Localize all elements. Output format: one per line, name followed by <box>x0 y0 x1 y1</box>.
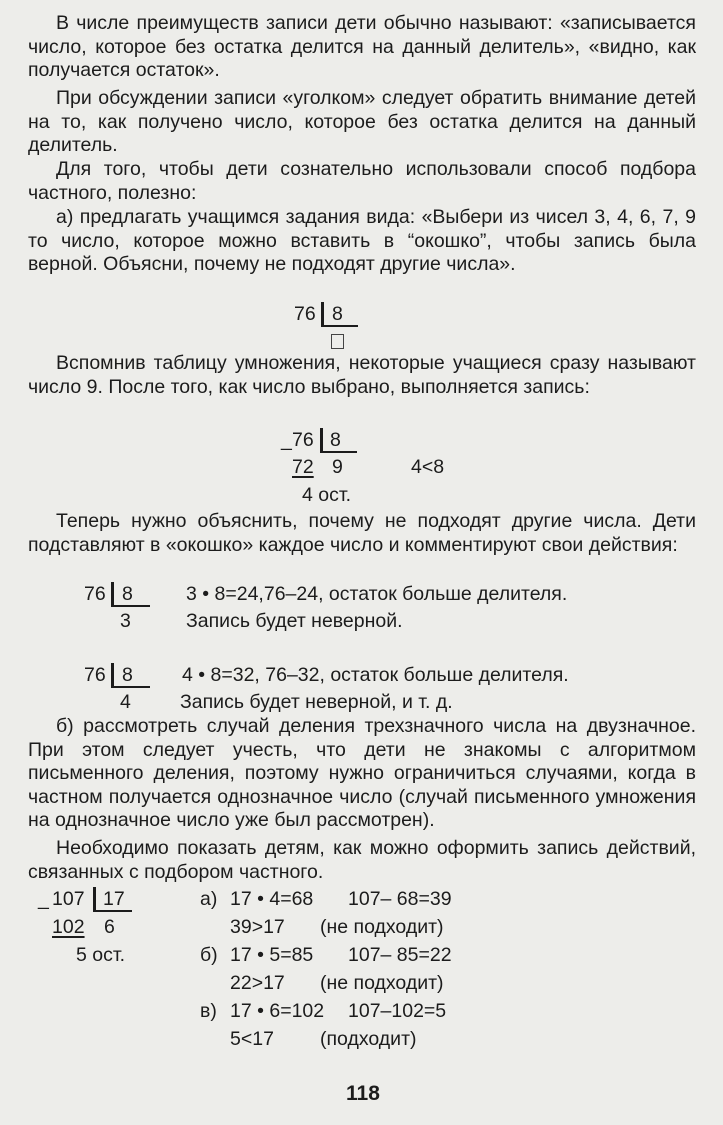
check-a-sub: 107– 68=39 <box>348 888 452 910</box>
minus-sign: _ <box>38 888 49 910</box>
remainder: 5 ост. <box>76 944 126 966</box>
check-b-calc: 17 • 5=85 <box>230 944 314 966</box>
comment-line-1: 3 • 8=24,76–24, остаток больше делителя. <box>186 583 568 605</box>
paragraph-quotient-method: Для того, чтобы дети сознательно использовали способ подбора частного, полезно: <box>28 158 696 204</box>
check-a-compare: 39>17 <box>230 916 285 938</box>
division-horizontal-line <box>112 605 150 607</box>
division-horizontal-line <box>321 451 357 453</box>
paragraph-advantages: В числе преимуществ записи дети обычно называют: «записывается число, которое без остатка делится на данный делитель», «видно, как получается остаток». <box>28 12 696 82</box>
paragraph-task-a: а) предлагать учащимся задания вида: «Выбери из чисел 3, 4, 6, 7, 9 то число, которое можно вставить в “окошко”, чтобы запись была верной. Объясни, почему не подходят другие числа». <box>28 206 696 276</box>
quotient: 3 <box>120 610 131 632</box>
check-c-note: (подходит) <box>320 1028 417 1050</box>
check-a-label: а) <box>200 888 218 910</box>
product: 102 <box>52 916 85 938</box>
check-b-compare: 22>17 <box>230 972 285 994</box>
check-a-calc: 17 • 4=68 <box>230 888 314 910</box>
division-horizontal-line <box>112 686 150 688</box>
division-horizontal-line <box>322 325 358 327</box>
comment-line-2: Запись будет неверной, и т. д. <box>180 691 453 713</box>
page-number: 118 <box>346 1082 380 1105</box>
dividend: 76 <box>84 583 106 605</box>
remainder: 4 ост. <box>302 484 352 506</box>
paragraph-multiplication-table: Вспомнив таблицу умножения, некоторые учащиеся сразу называют число 9. После того, как число выбрано, выполняется запись: <box>28 352 696 398</box>
division-vertical-line <box>320 428 323 453</box>
division-vertical-line <box>111 663 114 688</box>
dividend: 107 <box>52 888 85 910</box>
check-b-sub: 107– 85=22 <box>348 944 452 966</box>
divisor: 17 <box>103 888 125 910</box>
check-b-label: б) <box>200 944 218 966</box>
comment-line-2: Запись будет неверной. <box>186 610 403 632</box>
comparison: 4<8 <box>411 456 445 478</box>
check-c-calc: 17 • 6=102 <box>230 1000 325 1022</box>
product: 72 <box>292 456 314 478</box>
check-b-note: (не подходит) <box>320 972 444 994</box>
comment-line-1: 4 • 8=32, 76–32, остаток больше делителя. <box>182 664 569 686</box>
check-c-sub: 107–102=5 <box>348 1000 447 1022</box>
division-vertical-line <box>321 302 324 327</box>
quotient: 4 <box>120 691 131 713</box>
paragraph-record-format: Необходимо показать детям, как можно оформить запись действий, связанных с подбором частного. <box>28 837 696 883</box>
division-vertical-line <box>111 582 114 607</box>
dividend: 76 <box>294 303 316 325</box>
quotient: 9 <box>332 456 343 478</box>
check-a-note: (не подходит) <box>320 916 444 938</box>
divisor: 8 <box>122 583 133 605</box>
divisor: 8 <box>122 664 133 686</box>
quotient: 6 <box>104 916 115 938</box>
paragraph-task-b: б) рассмотреть случай деления трехзначного числа на двузначное. При этом следует учесть, что дети не знакомы с алгоритмом письменного деления, поэтому нужно ограничиться случаями, когда в частном получается однозначное число (случай письменного умножения на однозначное число уже был рассмотрен). <box>28 715 696 832</box>
check-c-compare: 5<17 <box>230 1028 274 1050</box>
paragraph-other-numbers: Теперь нужно объяснить, почему не подходят другие числа. Дети подставляют в «окошко» каждое число и комментируют свои действия: <box>28 510 696 556</box>
dividend: 76 <box>292 429 314 451</box>
divisor: 8 <box>330 429 341 451</box>
minus-sign: _ <box>281 429 292 451</box>
divisor: 8 <box>332 303 343 325</box>
division-vertical-line <box>93 887 96 912</box>
division-horizontal-line <box>94 910 132 912</box>
window-box <box>331 334 344 349</box>
paragraph-corner-record: При обсуждении записи «уголком» следует обратить внимание детей на то, как получено число, которое без остатка делится на данный делитель. <box>28 87 696 157</box>
check-c-label: в) <box>200 1000 217 1022</box>
dividend: 76 <box>84 664 106 686</box>
